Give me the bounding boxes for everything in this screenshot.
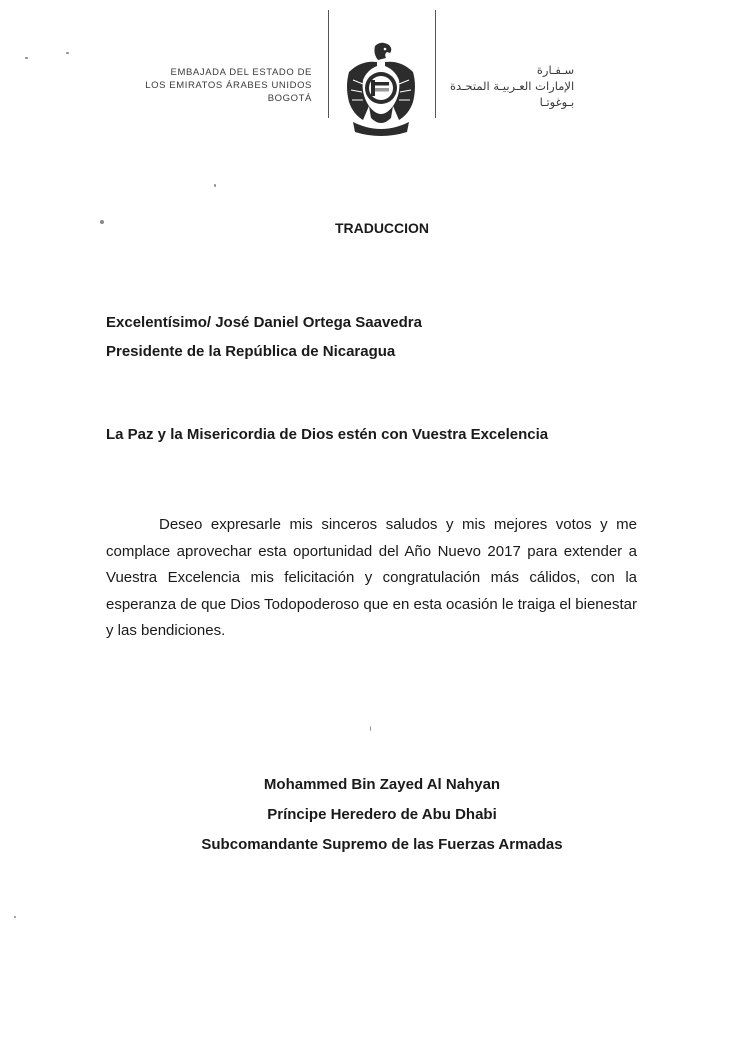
letter-body: Deseo expresarle mis sinceros saludos y mis mejores votos y me complace aprovechar esta oportunidad del Año Nuevo 2017 para extender a Vuestra Excelencia mis felicitación y congratulación más cálidos, con la esperanza de que Dios Todopoderoso que en esta ocasión le traiga el bienestar y las bendiciones. xyxy=(106,516,637,639)
addressee-block xyxy=(106,308,422,366)
signatory-name: Mohammed Bin Zayed Al Nahyan xyxy=(263,776,501,793)
arabic-line-3: بـوغوتـا xyxy=(539,95,575,109)
scan-speck xyxy=(25,57,28,59)
uae-falcon-emblem-icon xyxy=(343,40,419,136)
embassy-name-arabic xyxy=(450,62,574,110)
signature-block xyxy=(0,770,744,860)
letterhead xyxy=(0,0,744,150)
arabic-line-1: سـفـارة xyxy=(536,63,575,77)
embassy-line-1: EMBAJADA DEL ESTADO DE xyxy=(170,67,312,78)
embassy-name-spanish xyxy=(145,66,312,105)
greeting-line: La Paz y la Misericordia de Dios estén con Vuestra Excelencia xyxy=(106,426,549,443)
addressee-role: Presidente de la República de Nicaragua xyxy=(106,343,396,360)
arabic-line-2: الإمارات العـربيـة المتحـدة xyxy=(450,79,575,93)
scan-speck xyxy=(100,220,104,224)
document-title: TRADUCCION xyxy=(334,220,430,236)
signatory-title-1: Príncipe Heredero de Abu Dhabi xyxy=(267,806,497,823)
addressee-name: Excelentísimo/ José Daniel Ortega Saavedra xyxy=(106,314,422,331)
signatory-title-2: Subcomandante Supremo de las Fuerzas Armadas xyxy=(201,836,563,853)
letterhead-divider-right xyxy=(435,10,436,118)
embassy-line-3: BOGOTÁ xyxy=(267,93,312,104)
embassy-line-2: LOS EMIRATOS ÁRABES UNIDOS xyxy=(145,80,312,91)
scan-speck xyxy=(66,52,69,54)
scan-speck xyxy=(370,726,371,731)
letterhead-divider-left xyxy=(328,10,329,118)
scan-speck xyxy=(14,916,16,918)
scan-speck xyxy=(214,184,216,187)
